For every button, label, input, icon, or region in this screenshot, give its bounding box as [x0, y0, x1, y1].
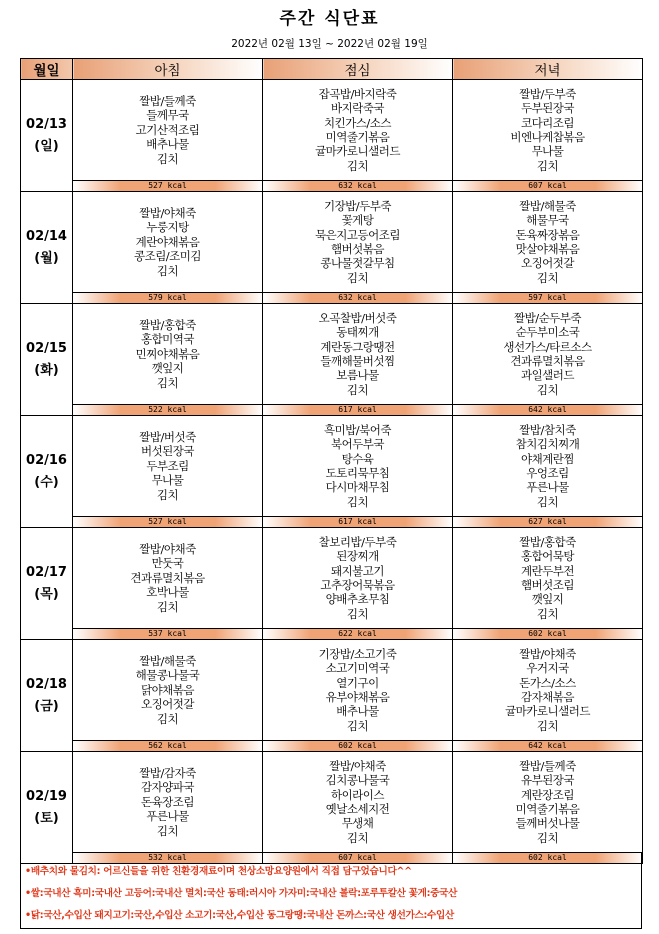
dinner-menu-cell: [453, 640, 643, 741]
menu-item: 배추나물: [146, 137, 189, 152]
breakfast-kcal: 532 kcal: [73, 853, 263, 864]
menu-item: 오징어젓갈: [520, 256, 575, 271]
lunch-menu-cell: [263, 640, 453, 741]
breakfast-menu-cell: [73, 304, 263, 405]
dinner-kcal: 642 kcal: [453, 741, 643, 752]
menu-item: 계란동그랑땡전: [320, 339, 395, 354]
dinner-kcal: 602 kcal: [453, 629, 643, 640]
menu-item: 계란야채볶음: [135, 234, 200, 249]
menu-item: 김치: [346, 494, 369, 509]
menu-item: 김치: [346, 830, 369, 845]
menu-item: 두부된장국: [520, 101, 575, 116]
menu-item: 참치김치찌개: [515, 437, 580, 452]
menu-item: 견과류멸치볶음: [130, 570, 205, 585]
day-cell: [21, 528, 73, 640]
menu-item: 닭야채볶음: [140, 682, 195, 697]
menu-item: 돈가스/소스: [519, 675, 576, 690]
kcal-row: [21, 517, 643, 528]
breakfast-menu-cell: [73, 752, 263, 853]
menu-item: 미역줄기볶음: [325, 130, 390, 144]
menu-item: 깻잎지: [151, 361, 184, 376]
menu-item: 짤밥/들께죽: [139, 93, 196, 108]
menu-item: 푸른나물: [146, 809, 189, 824]
note-line: •닭:국산,수입산 돼지고기:국산,수입산 소고기:국산,수입산 동그랑땡:국내산 돈까스:국산 생선가스:수입산: [25, 910, 454, 921]
menu-item: 홍합미역국: [140, 332, 195, 347]
lunch-menu-cell: [263, 192, 453, 293]
menu-item: 배추나물: [336, 704, 379, 719]
menu-item: 도토리묵무침: [325, 466, 390, 480]
menu-item: 김치: [156, 375, 179, 390]
menu-item: 김치: [156, 151, 179, 166]
lunch-kcal: 632 kcal: [263, 181, 453, 192]
menu-item: 민찌야채볶음: [135, 346, 200, 361]
menu-item: 무나물: [151, 473, 184, 488]
menu-item: 보름나물: [336, 368, 379, 383]
dinner-menu-cell: [453, 416, 643, 517]
dinner-menu-cell: [453, 752, 643, 853]
kcal-row: [21, 405, 643, 416]
header-day: 월일: [21, 59, 73, 80]
day-cell: [21, 416, 73, 528]
menu-item: 깻잎지: [531, 592, 564, 607]
breakfast-menu-cell: [73, 640, 263, 741]
dinner-menu-cell: [453, 528, 643, 629]
menu-item: 우거지국: [526, 661, 569, 676]
lunch-kcal: 622 kcal: [263, 629, 453, 640]
menu-item: 견과류멸치볶음: [510, 354, 585, 368]
dinner-kcal: 607 kcal: [453, 181, 643, 192]
dinner-kcal: 602 kcal: [453, 853, 643, 864]
menu-item: 흑미밥/북어죽: [323, 422, 392, 437]
lunch-kcal: 602 kcal: [263, 741, 453, 752]
dinner-menu-cell: [453, 304, 643, 405]
header-dinner: 저녁: [453, 59, 643, 80]
day-row: [21, 640, 643, 741]
day-row: [21, 304, 643, 405]
menu-item: 김치: [346, 270, 369, 285]
day-row: [21, 416, 643, 517]
menu-item: 다시마채무침: [325, 480, 390, 495]
header-breakfast: 아침: [73, 59, 263, 80]
breakfast-kcal: 527 kcal: [73, 181, 263, 192]
breakfast-menu-cell: [73, 192, 263, 293]
menu-item: 돈육장조림: [140, 794, 195, 809]
menu-item: 하이라이스: [330, 787, 385, 802]
lunch-menu-cell: [263, 528, 453, 629]
menu-item: 유부야채볶음: [325, 690, 390, 704]
menu-item: 귤마카로니샐러드: [505, 704, 590, 719]
date-label: 02/15: [26, 340, 67, 356]
menu-item: 고기산적조림: [135, 122, 200, 137]
day-cell: [21, 752, 73, 864]
menu-item: 홍합어묵탕: [520, 549, 575, 564]
kcal-row: [21, 741, 643, 752]
header-row: [21, 59, 643, 80]
menu-item: 찰보리밥/두부죽: [318, 534, 397, 549]
menu-item: 들께버섯나물: [515, 816, 580, 831]
menu-item: 짤밥/두부죽: [519, 86, 576, 101]
breakfast-kcal: 562 kcal: [73, 741, 263, 752]
day-cell: [21, 640, 73, 752]
period-range: 2022년 02월 13일 ~ 2022년 02월 19일: [231, 38, 428, 50]
menu-item: 감자채볶음: [520, 690, 575, 704]
menu-item: 들께무국: [146, 108, 189, 123]
menu-item: 햄버섯조림: [520, 578, 575, 592]
lunch-kcal: 607 kcal: [263, 853, 453, 864]
menu-item: 해물콩나물국: [135, 668, 200, 683]
menu-item: 짤밥/야채죽: [329, 758, 386, 773]
day-row: [21, 80, 643, 181]
lunch-menu-cell: [263, 304, 453, 405]
menu-item: 열기구이: [336, 675, 379, 690]
day-cell: [21, 80, 73, 192]
menu-item: 김치콩나물국: [325, 773, 390, 788]
lunch-kcal: 632 kcal: [263, 293, 453, 304]
menu-item: 김치: [536, 158, 559, 173]
menu-item: 김치: [156, 487, 179, 502]
date-label: 02/18: [26, 676, 67, 692]
menu-item: 묵은지고등어조림: [315, 227, 400, 242]
menu-item: 짤밥/들께죽: [519, 758, 576, 773]
menu-item: 짤밥/참치죽: [519, 422, 576, 437]
menu-item: 된장찌개: [336, 549, 379, 564]
menu-item: 김치: [536, 382, 559, 397]
weekday-label: (토): [34, 810, 59, 826]
menu-item: 김치: [156, 823, 179, 838]
page-title: 주간 식단표: [279, 9, 380, 29]
menu-item: 기장밥/두부죽: [323, 198, 392, 213]
menu-item: 호박나물: [146, 585, 189, 600]
dinner-menu-cell: [453, 192, 643, 293]
menu-item: 바지락죽국: [330, 101, 385, 116]
weekday-label: (금): [34, 698, 59, 714]
menu-item: 순두부미소국: [515, 325, 580, 340]
weekday-label: (목): [34, 586, 59, 602]
menu-item: 옛날소세지전: [325, 802, 390, 816]
lunch-menu-cell: [263, 416, 453, 517]
menu-item: 김치: [346, 382, 369, 397]
menu-item: 기장밥/소고기죽: [318, 646, 397, 661]
menu-item: 김치: [156, 599, 179, 614]
menu-item: 김치: [346, 718, 369, 733]
menu-item: 만둣국: [151, 556, 184, 571]
menu-item: 양배추초무침: [325, 592, 390, 607]
menu-item: 우엉조림: [526, 466, 569, 480]
menu-item: 잡곡밥/바지락죽: [318, 86, 397, 101]
menu-item: 돈육짜장볶음: [515, 227, 580, 242]
dinner-kcal: 597 kcal: [453, 293, 643, 304]
menu-item: 콩조림/조미김: [133, 249, 202, 264]
day-cell: [21, 304, 73, 416]
lunch-kcal: 617 kcal: [263, 517, 453, 528]
note-line: •쌀:국내산 흑미:국내산 고등어:국내산 멸치:국산 동태:러시아 가자미:국내산 볼락:포루투칼산 꽃게:중국산: [25, 888, 458, 899]
menu-item: 김치: [536, 494, 559, 509]
menu-item: 맛살야채볶음: [515, 242, 580, 256]
menu-item: 짤밥/순두부죽: [513, 310, 582, 325]
menu-item: 두부조림: [146, 458, 189, 473]
menu-item: 누룽지탕: [146, 220, 189, 235]
breakfast-menu-cell: [73, 528, 263, 629]
menu-item: 소고기미역국: [325, 661, 390, 676]
breakfast-kcal: 537 kcal: [73, 629, 263, 640]
date-label: 02/19: [26, 788, 67, 804]
menu-item: 해물무국: [526, 213, 569, 228]
kcal-row: [21, 629, 643, 640]
header-lunch: 점심: [263, 59, 453, 80]
menu-item: 짤밥/홍합죽: [519, 534, 576, 549]
menu-item: 무생채: [341, 816, 374, 831]
menu-item: 귤마카로니샐러드: [315, 144, 400, 159]
day-row: [21, 192, 643, 293]
menu-item: 코다리조림: [520, 115, 575, 130]
menu-item: 미역줄기볶음: [515, 802, 580, 816]
menu-item: 버섯된장국: [140, 444, 195, 459]
dinner-kcal: 627 kcal: [453, 517, 643, 528]
menu-item: 계란두부전: [520, 563, 575, 578]
lunch-menu-cell: [263, 752, 453, 853]
menu-item: 야채계란찜: [520, 451, 575, 466]
menu-item: 생선가스/타르소스: [503, 339, 592, 354]
breakfast-menu-cell: [73, 416, 263, 517]
menu-item: 과일샐러드: [520, 368, 575, 383]
menu-item: 동태찌개: [336, 325, 379, 340]
breakfast-kcal: 579 kcal: [73, 293, 263, 304]
notes-box: [20, 853, 642, 929]
menu-item: 돼지불고기: [330, 563, 385, 578]
menu-item: 짤밥/해물죽: [139, 653, 196, 668]
menu-item: 김치: [346, 158, 369, 173]
dinner-kcal: 642 kcal: [453, 405, 643, 416]
menu-item: 짤밥/야채죽: [139, 541, 196, 556]
menu-item: 김치: [156, 711, 179, 726]
menu-item: 짤밥/야채죽: [519, 646, 576, 661]
note-line: •배추치와 물김치: 어르신들을 위한 친환경재료이며 천상소망요양원에서 직접 담구었습니다^^: [25, 866, 412, 877]
date-label: 02/17: [26, 564, 67, 580]
menu-item: 들깨해물버섯찜: [320, 354, 395, 368]
menu-item: 짤밥/버섯죽: [139, 429, 196, 444]
menu-item: 김치: [536, 830, 559, 845]
menu-item: 감자양파국: [140, 780, 195, 795]
menu-item: 짤밥/해물죽: [519, 198, 576, 213]
weekly-menu-table: [20, 58, 643, 864]
kcal-row: [21, 293, 643, 304]
menu-item: 탕수육: [341, 451, 374, 466]
menu-item: 짤밥/홍합죽: [139, 317, 196, 332]
lunch-kcal: 617 kcal: [263, 405, 453, 416]
weekday-label: (화): [34, 362, 59, 378]
date-label: 02/16: [26, 452, 67, 468]
day-row: [21, 528, 643, 629]
day-cell: [21, 192, 73, 304]
menu-item: 유부된장국: [520, 773, 575, 788]
menu-item: 무나물: [531, 144, 564, 159]
weekday-label: (월): [34, 250, 59, 266]
dinner-menu-cell: [453, 80, 643, 181]
menu-item: 햄버섯볶음: [330, 242, 385, 256]
menu-item: 김치: [536, 718, 559, 733]
breakfast-kcal: 527 kcal: [73, 517, 263, 528]
weekday-label: (수): [34, 474, 59, 490]
menu-item: 오징어젓갈: [140, 697, 195, 712]
day-row: [21, 752, 643, 853]
menu-item: 김치: [156, 263, 179, 278]
menu-item: 계란장조림: [520, 787, 575, 802]
breakfast-menu-cell: [73, 80, 263, 181]
weekday-label: (일): [34, 138, 59, 154]
menu-item: 김치: [536, 606, 559, 621]
menu-item: 콩나물젓갈무침: [320, 256, 395, 271]
menu-item: 북어두부국: [330, 437, 385, 452]
kcal-row: [21, 181, 643, 192]
menu-item: 치킨가스/소스: [323, 115, 392, 130]
date-label: 02/14: [26, 228, 67, 244]
menu-item: 푸른나물: [526, 480, 569, 495]
menu-item: 꽃게탕: [341, 213, 374, 228]
menu-item: 김치: [536, 270, 559, 285]
breakfast-kcal: 522 kcal: [73, 405, 263, 416]
menu-item: 짤밥/감자죽: [139, 765, 196, 780]
menu-item: 고추장어묵볶음: [320, 578, 395, 592]
menu-item: 김치: [346, 606, 369, 621]
menu-item: 비엔나케찹볶음: [510, 130, 585, 144]
menu-item: 오곡찰밥/버섯죽: [318, 310, 397, 325]
lunch-menu-cell: [263, 80, 453, 181]
menu-item: 짤밥/야채죽: [139, 205, 196, 220]
date-label: 02/13: [26, 116, 67, 132]
